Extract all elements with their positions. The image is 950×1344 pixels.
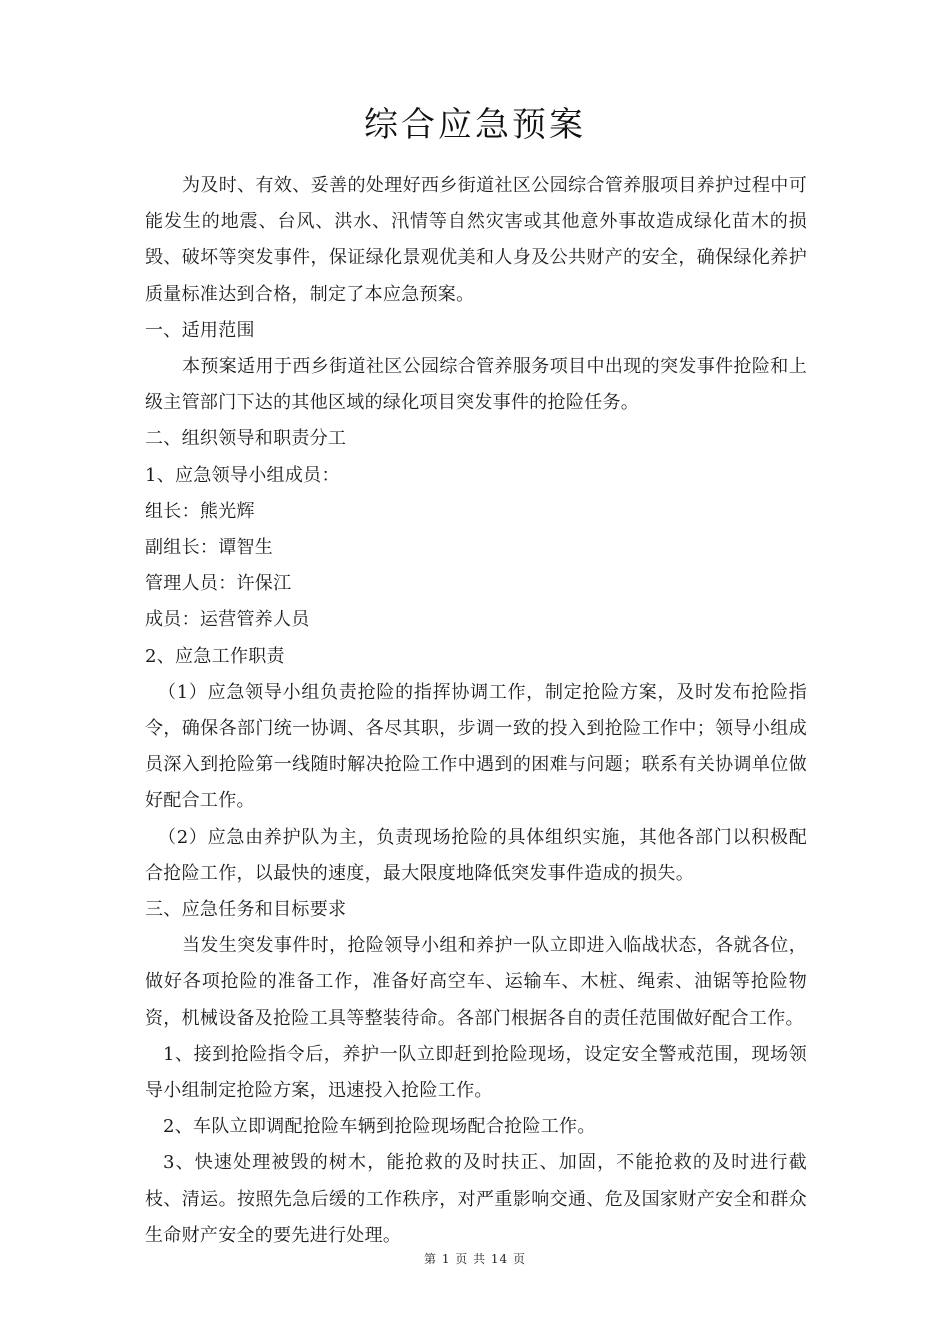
task-step-2: 2、车队立即调配抢险车辆到抢险现场配合抢险工作。 [163, 1116, 596, 1138]
scope-paragraph: 本预案适用于西乡街道社区公园综合管养服务项目中出现的突发事件抢险和上级主管部门下达的其他区域的绿化项目突发事件的抢险任务。 [145, 356, 807, 414]
duty-item-1: （1）应急领导小组负责抢险的指挥协调工作，制定抢险方案，及时发布抢险指令，确保各部门统一协调、各尽其职，步调一致的投入到抢险工作中；领导小组成员深入到抢险第一线随时解决抢险工作中遇到的困难与问题；联系有关协调单位做好配合工作。 [145, 681, 807, 812]
subheading-team-members: 1、应急领导小组成员： [145, 464, 340, 486]
document-body [145, 168, 807, 1254]
section-heading-tasks: 三、应急任务和目标要求 [145, 899, 347, 921]
member-manager: 管理人员：许保江 [145, 573, 292, 595]
member-staff: 成员：运营管养人员 [145, 609, 310, 631]
duty-item-2: （2）应急由养护队为主，负责现场抢险的具体组织实施，其他各部门以积极配合抢险工作，以最快的速度，最大限度地降低突发事件造成的损失。 [145, 826, 807, 884]
page-number-footer: 第 1 页 共 14 页 [424, 1252, 526, 1266]
intro-paragraph: 为及时、有效、妥善的处理好西乡街道社区公园综合管养服项目养护过程中可能发生的地震、台风、洪水、汛情等自然灾害或其他意外事故造成绿化苗木的损毁、破坏等突发事件，保证绿化景观优美和人身及公共财产的安全，确保绿化养护质量标准达到合格，制定了本应急预案。 [145, 175, 807, 305]
tasks-paragraph: 当发生突发事件时，抢险领导小组和养护一队立即进入临战状态，各就各位，做好各项抢险的准备工作，准备好高空车、运输车、木桩、绳索、油锯等抢险物资，机械设备及抢险工具等整装待命。各部门根据各自的责任范围做好配合工作。 [145, 935, 807, 1029]
section-heading-organization: 二、组织领导和职责分工 [145, 428, 347, 450]
document-title: 综合应急预案 [364, 105, 586, 145]
subheading-duties: 2、应急工作职责 [145, 645, 285, 667]
section-heading-scope: 一、适用范围 [145, 319, 255, 341]
member-leader: 组长：熊光辉 [145, 500, 255, 522]
task-step-3: 3、快速处理被毁的树木，能抢救的及时扶正、加固，不能抢救的及时进行截枝、清运。按照先急后缓的工作秩序，对严重影响交通、危及国家财产安全和群众生命财产安全的要先进行处理。 [145, 1152, 807, 1246]
member-deputy-leader: 副组长：谭智生 [145, 537, 274, 559]
task-step-1: 1、接到抢险指令后，养护一队立即赶到抢险现场，设定安全警戒范围，现场领导小组制定抢险方案，迅速投入抢险工作。 [145, 1043, 807, 1102]
